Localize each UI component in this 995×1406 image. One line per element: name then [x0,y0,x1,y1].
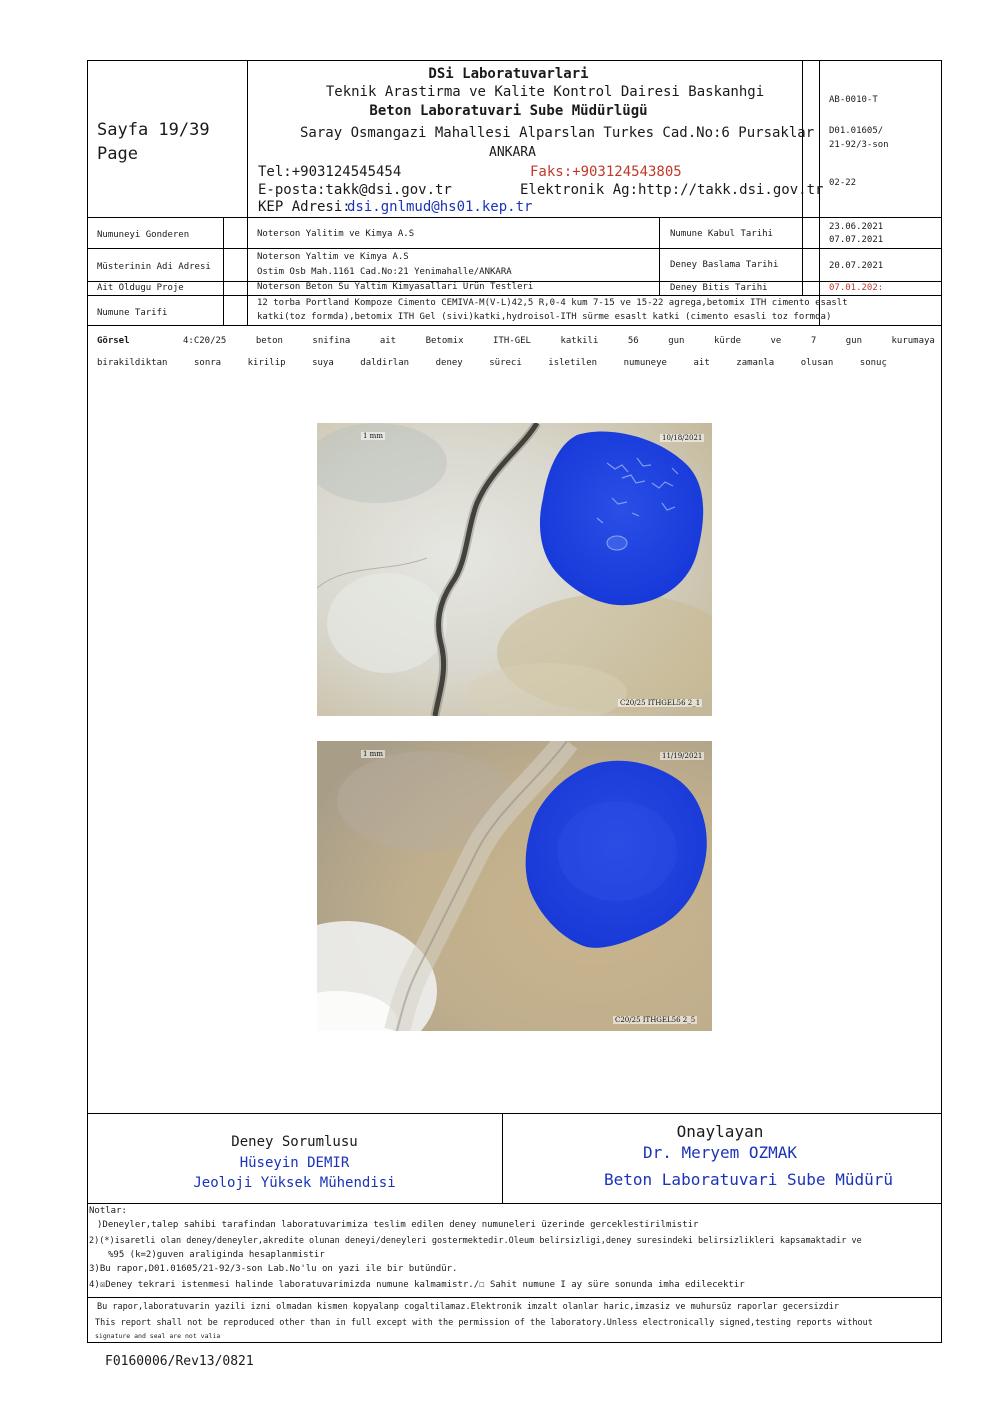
caption-word: ve [770,336,782,346]
photo-date-2: 11/19/2021 [662,752,703,760]
customer-name: Noterson Yaltim ve Kimya A.S [257,252,409,262]
caption-word: numuneye [623,358,667,368]
project-label: Ait Oldugu Proje [97,283,184,293]
accept-date-2: 07.07.2021 [829,235,884,245]
footer-disclaimer-en: This report shall not be reproduced other than in full except with the permission of the laboratory.Unless electronically signed,testing reports without [95,1318,873,1328]
scale-bar-label-1: 1 mm [363,432,383,440]
test-end-value: 07.01.202: [829,283,884,293]
caption-word: 4:C20/25 [183,336,227,346]
caption-word: katkili [560,336,599,346]
caption-word: kirilip [247,358,286,368]
caption-word: isletilen [548,358,598,368]
accept-date-1: 23.06.2021 [829,222,884,232]
tel-number: Tel:+903124545454 [258,164,402,180]
caption-word: birakildiktan [97,358,168,368]
doc-code: AB-0010-T [829,95,878,105]
footer-disclaimer-tr: Bu rapor,laboratuvarin yazili izni olmadan kismen kopyalanp cogaltilamaz.Elektronik imzalt olanlar haric,imzasiz ve muhursüz raporlar gecersizdir [97,1302,840,1312]
caption-word: ITH-GEL [493,336,531,346]
sample-description-1: 12 torba Portland Kompoze Cimento CEMIVA-M(V-L)42,5 R,0-4 kum 7-15 ve 15-22 agrega,betomix ITH cimento esaslt [257,298,848,308]
responsible-title: Deney Sorumlusu [231,1134,358,1150]
caption-word: daldirlan [360,358,410,368]
test-start-label: Deney Baslama Tarihi [670,260,779,270]
kep-label: KEP Adresi: [258,199,351,215]
note-1: )Deneyler,talep sahibi tarafindan laboratuvarimiza teslim edilen deney numuneleri üzerinde gerceklestirilmistir [97,1220,699,1230]
org-address: Saray Osmangazi Mahallesi Alparslan Turkes Cad.No:6 Pursaklar [300,125,815,141]
test-end-label: Deney Bitis Tarihi [670,283,768,293]
caption-word: gun [668,336,685,346]
photo-id-1: C20/25 ITHGEL56 2_1 [620,699,701,707]
note-4: 4)☒Deney tekrari istenmesi halinde laboratuvarimizda numune kalmamistr./☐ Sahit numune I ay süre sonunda imha edilecektir [89,1280,745,1290]
caption-word: ait [693,358,710,368]
caption-word: snifina [312,336,351,346]
sample-label: Numune Tarifi [97,308,168,318]
test-start-value: 20.07.2021 [829,261,884,271]
org-title: DSi Laboratuvarlari [428,66,589,82]
caption-word: ait [379,336,397,346]
micrograph-1-image [317,423,712,716]
customer-address: Ostim Osb Mah.1161 Cad.No:21 Yenimahalle/ANKARA [257,267,512,277]
lab-number-1: D01.01605/ [829,126,884,136]
notes-title: Notlar: [89,1206,127,1216]
sender-label: Numuneyi Gonderen [97,230,190,240]
revision-code: 02-22 [829,178,857,188]
sample-description-2: katki(toz formda),betomix ITH Gel (sivi)katki,hydroisol-ITH sürme esaslt katki (cimento esasli toz formda) [257,312,832,322]
note-3: 3)Bu rapor,D01.01605/21-92/3-son Lab.No'lu on yazi ile bir butündür. [89,1264,458,1274]
caption-word: kurumaya [891,336,935,346]
caption-word: suya [312,358,334,368]
caption-word: süreci [489,358,522,368]
caption-word: sonuç [859,358,887,368]
caption-word: 7 [810,336,817,346]
email-address[interactable]: E-posta:takk@dsi.gov.tr [258,182,452,198]
caption-line-1 [183,336,935,346]
photo-date-1: 10/18/2021 [662,434,703,442]
page-label-en: Page [97,144,138,164]
caption-word: gun [845,336,863,346]
org-city: ANKARA [489,145,536,160]
caption-word: deney [435,358,463,368]
responsible-name: Hüseyin DEMIR [239,1155,350,1171]
approver-role: Beton Laboratuvari Sube Müdürü [604,1170,893,1189]
caption-label: Görsel [97,336,130,346]
micrograph-2 [317,741,712,1031]
photo-id-2: C20/25 ITHGEL56 2_5 [615,1016,696,1024]
caption-word: olusan [800,358,834,368]
form-code: F0160006/Rev13/0821 [105,1354,254,1369]
project-value: Noterson Beton Su Yaltim Kimyasallari Urün Testleri [257,282,534,292]
lab-number-2: 21-92/3-son [829,140,889,150]
website-address[interactable]: Elektronik Ag:http://takk.dsi.gov.tr [520,182,824,198]
accept-date-label: Numune Kabul Tarihi [670,229,773,239]
org-unit: Beton Laboratuvari Sube Müdürlügü [369,103,648,119]
footer-disclaimer-en-2: signature and seal are not valia [95,1332,221,1340]
note-2a: 2)(*)isaretli olan deney/deneyler,akredite olunan deneyi/deneyleri gostermektedir.Oleum belirsizligi,deney suresindeki belirsizlikleri kapsamaktadir ve [89,1236,862,1246]
approver-name: Dr. Meryem OZMAK [642,1143,798,1162]
caption-word: zamanla [736,358,775,368]
note-2b: %95 (k=2)guven araliginda hesaplanmistir [108,1250,325,1260]
caption-word: beton [255,336,283,346]
sender-value: Noterson Yalitim ve Kimya A.S [257,229,415,239]
scale-bar-label-2: 1 mm [363,750,383,758]
fax-number: Faks:+903124543805 [530,164,682,180]
caption-word: sonra [193,358,222,368]
micrograph-2-image [317,741,712,1031]
customer-label: Müsterinin Adi Adresi [97,262,211,272]
approver-title: Onaylayan [676,1122,764,1141]
kep-address[interactable]: dsi.gnlmud@hs01.kep.tr [347,199,533,215]
caption-line-2 [97,358,887,368]
org-subtitle: Teknik Arastirma ve Kalite Kontrol Dairesi Baskanhgi [325,84,765,100]
micrograph-1 [317,423,712,716]
caption-word: Betomix [425,336,464,346]
caption-word: kürde [713,336,742,346]
responsible-role: Jeoloji Yüksek Mühendisi [193,1175,396,1191]
page-number: Sayfa 19/39 [97,120,210,140]
caption-word: 56 [627,336,639,346]
